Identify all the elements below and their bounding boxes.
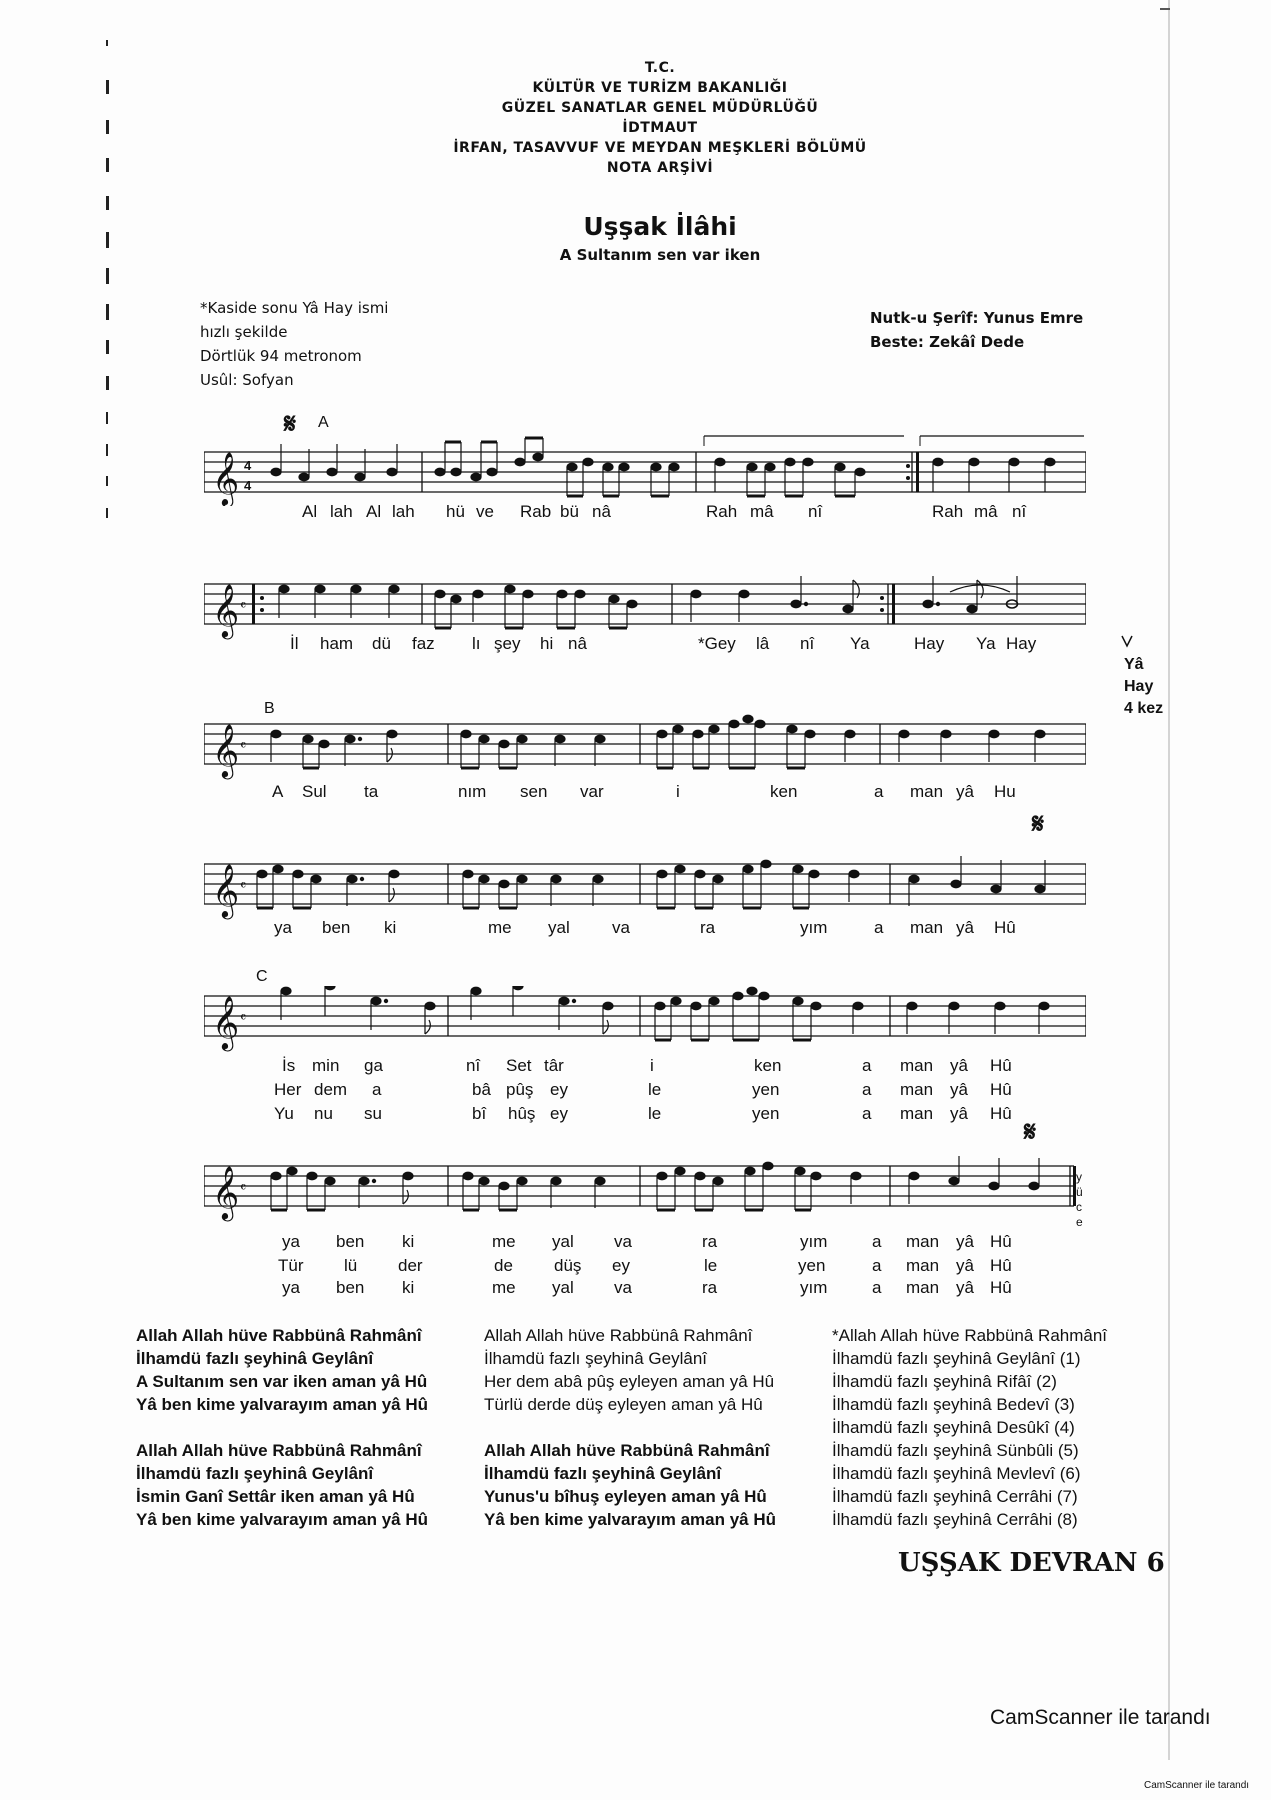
note-line: Dörtlük 94 metronom (200, 347, 362, 365)
syllable: me (492, 1232, 516, 1251)
syllable: man (900, 1056, 934, 1075)
syllable: i (676, 782, 680, 801)
svg-text:𝄞: 𝄞 (212, 452, 240, 504)
staff-system-1 (204, 430, 1086, 506)
section-label-a: A (318, 414, 329, 431)
syllable: Yu (274, 1104, 294, 1123)
verse-line (136, 1416, 428, 1439)
syllable: a (862, 1104, 872, 1123)
verse-line: İlhamdü fazlı şeyhinâ Rifâî (2) (832, 1372, 1057, 1391)
syllable: man (900, 1080, 934, 1099)
syllable: Sul (302, 782, 327, 801)
syllable: Al (302, 502, 318, 521)
verse-line: İlhamdü fazlı şeyhinâ Bedevî (3) (832, 1395, 1075, 1414)
verse-line: Her dem abâ pûş eyleyen aman yâ Hû (484, 1372, 775, 1391)
syllable: nî (466, 1056, 481, 1075)
svg-text:𝄴: 𝄴 (240, 737, 247, 753)
verse-line: Yâ ben kime yalvarayım aman yâ Hû (136, 1510, 428, 1529)
svg-text:𝄞: 𝄞 (212, 996, 240, 1048)
repeat-note (1124, 654, 1163, 720)
syllable: man (906, 1232, 940, 1251)
syllable: ken (754, 1056, 782, 1075)
syllable: sen (520, 782, 548, 801)
verse-column-2 (484, 1324, 776, 1531)
svg-text:𝄞: 𝄞 (212, 584, 240, 636)
syllable: nu (314, 1104, 333, 1123)
syllable: nî (808, 502, 823, 521)
syllable: yâ (950, 1056, 968, 1075)
syllable: İl (290, 634, 299, 653)
syllable: man (910, 782, 944, 801)
syllable: man (906, 1278, 940, 1297)
syllable: ya (282, 1278, 300, 1297)
verse-line: İlhamdü fazlı şeyhinâ Mevlevî (6) (832, 1464, 1081, 1483)
verse-line: İlhamdü fazlı şeyhinâ Geylânî (1) (832, 1349, 1081, 1368)
header-line: T.C. (644, 60, 676, 76)
verse-line: İlhamdü fazlı şeyhinâ Desûkî (4) (832, 1418, 1075, 1437)
syllable: İs (282, 1056, 296, 1075)
header-line: NOTA ARŞİVİ (606, 160, 714, 176)
syllable: nâ (568, 634, 587, 653)
syllable: pûş (506, 1080, 534, 1099)
syllable: Hû (990, 1080, 1012, 1099)
verse-line: İlhamdü fazlı şeyhinâ Geylânî (136, 1349, 374, 1368)
repeat-note-line: Hay (1124, 678, 1154, 695)
syllable: a (872, 1278, 882, 1297)
syllable: lâ (756, 634, 770, 653)
section-label-b: B (264, 700, 275, 717)
syllable: Hû (990, 1256, 1012, 1275)
note-line: hızlı şekilde (200, 323, 288, 341)
syllable: yım (800, 918, 828, 937)
header-line: İDTMAUT (622, 120, 698, 136)
verse-line: İlhamdü fazlı şeyhinâ Cerrâhi (8) (832, 1510, 1078, 1529)
syllable: yal (552, 1232, 574, 1251)
verse-column-3 (832, 1324, 1107, 1531)
syllable: Rah (706, 502, 738, 521)
syllable: ken (770, 782, 798, 801)
syllable: Hay (1006, 634, 1037, 653)
syllable: Her (274, 1080, 302, 1099)
yuce-letter: ü (1076, 1185, 1083, 1199)
syllable: a (872, 1232, 882, 1251)
syllable: Hû (994, 918, 1016, 937)
syllable: mâ (750, 502, 774, 521)
syllable: me (488, 918, 512, 937)
staff-system-6 (204, 1156, 1086, 1232)
verse-line: İlhamdü fazlı şeyhinâ Geylânî (136, 1464, 374, 1483)
page-edge (1168, 0, 1170, 1760)
composer: Beste: Zekâî Dede (870, 333, 1025, 351)
credits (870, 306, 1083, 354)
header-line: GÜZEL SANATLAR GENEL MÜDÜRLÜĞÜ (501, 100, 819, 116)
yuce-letter: e (1076, 1215, 1083, 1229)
svg-text:4: 4 (244, 458, 252, 473)
footer-title: UŞŞAK DEVRAN 6 (898, 1548, 1165, 1578)
syllable: nî (800, 634, 815, 653)
syllable: ve (476, 502, 494, 521)
syllable: yâ (950, 1080, 968, 1099)
binding-holes (100, 40, 114, 580)
syllable: le (704, 1256, 718, 1275)
syllable: lı (472, 634, 481, 653)
syllable: târ (544, 1056, 564, 1075)
syllable: dü (372, 634, 391, 653)
verse-line: Yâ ben kime yalvarayım aman yâ Hû (136, 1395, 428, 1414)
syllable: Hay (914, 634, 945, 653)
svg-text:𝄴: 𝄴 (240, 1179, 247, 1195)
syllable: Ya (976, 634, 996, 653)
syllable: Rab (520, 502, 552, 521)
verse-column-1 (136, 1324, 428, 1531)
syllable: le (648, 1080, 662, 1099)
yuce-letter: c (1076, 1200, 1082, 1214)
syllable: hü (446, 502, 465, 521)
verse-line: Yunus'u bîhuş eyleyen aman yâ Hû (484, 1487, 767, 1506)
syllable: va (614, 1278, 632, 1297)
svg-text:𝄞: 𝄞 (212, 724, 240, 776)
syllable: yen (798, 1256, 826, 1275)
arrow-down-icon (1120, 634, 1134, 648)
syllable: min (312, 1056, 340, 1075)
syllable: yal (548, 918, 570, 937)
syllable: ya (274, 918, 292, 937)
syllable: nım (458, 782, 487, 801)
scanner-watermark: CamScanner ile tarandı (990, 1706, 1211, 1729)
syllable: Hû (990, 1278, 1012, 1297)
syllable: var (580, 782, 604, 801)
syllable: bî (472, 1104, 487, 1123)
verse-line: *Allah Allah hüve Rabbünâ Rahmânî (832, 1326, 1108, 1345)
verse-line: Yâ ben kime yalvarayım aman yâ Hû (484, 1510, 776, 1529)
segno-icon: 𝄋 (1024, 1116, 1037, 1147)
syllable: su (364, 1104, 382, 1123)
verse-line: Allah Allah hüve Rabbünâ Rahmânî (136, 1326, 422, 1345)
verse-line: Türlü derde düş eyleyen aman yâ Hû (484, 1395, 763, 1414)
syllable: der (398, 1256, 423, 1275)
syllable: lah (392, 502, 415, 521)
syllable: A (272, 782, 284, 801)
syllable: ey (550, 1080, 568, 1099)
verse-line: Allah Allah hüve Rabbünâ Rahmânî (484, 1441, 770, 1460)
syllable: ya (282, 1232, 300, 1251)
syllable: Al (366, 502, 382, 521)
syllable: yen (752, 1080, 780, 1099)
syllable: yen (752, 1104, 780, 1123)
syllable: Hû (990, 1104, 1012, 1123)
verse-line: İlhamdü fazlı şeyhinâ Cerrâhi (7) (832, 1487, 1078, 1506)
svg-text:𝄴: 𝄴 (240, 1009, 247, 1025)
syllable: dem (314, 1080, 348, 1099)
syllable: yâ (956, 1278, 974, 1297)
svg-text:𝄴: 𝄴 (240, 877, 247, 893)
syllable: Rah (932, 502, 964, 521)
syllable: hûş (508, 1104, 536, 1123)
syllable: a (862, 1056, 872, 1075)
syllable: ki (402, 1232, 415, 1251)
syllable: le (648, 1104, 662, 1123)
segno-icon: 𝄋 (284, 408, 297, 439)
scanner-watermark-small: CamScanner ile tarandı (1144, 1780, 1250, 1791)
yuce-letter: y (1076, 1170, 1082, 1184)
syllable: i (650, 1056, 654, 1075)
syllable: hi (540, 634, 554, 653)
note-line: *Kaside sonu Yâ Hay ismi (200, 299, 389, 317)
segno-icon: 𝄋 (1032, 808, 1045, 839)
syllable: yâ (956, 918, 974, 937)
syllable: nâ (592, 502, 611, 521)
section-label-c: C (256, 968, 268, 985)
svg-text:𝄞: 𝄞 (212, 864, 240, 916)
syllable: ben (322, 918, 351, 937)
syllable: yım (800, 1278, 828, 1297)
staff-system-3 (204, 714, 1086, 790)
syllable: ra (700, 918, 716, 937)
staff-system-4 (204, 852, 1086, 928)
syllable: Hu (994, 782, 1016, 801)
svg-text:𝄞: 𝄞 (212, 1166, 240, 1218)
repeat-note-line: 4 kez (1124, 700, 1164, 717)
verse-line: İlhamdü fazlı şeyhinâ Sünbûli (5) (832, 1441, 1079, 1460)
syllable: Tür (278, 1256, 304, 1275)
syllable: yâ (950, 1104, 968, 1123)
syllable: yâ (956, 1256, 974, 1275)
syllable: faz (412, 634, 435, 653)
syllable: a (372, 1080, 382, 1099)
syllable: Set (506, 1056, 532, 1075)
syllable: şey (494, 634, 521, 653)
syllable: ga (364, 1056, 383, 1075)
syllable: ra (702, 1278, 718, 1297)
syllable: lah (330, 502, 353, 521)
syllable: va (612, 918, 630, 937)
verse-line (484, 1416, 776, 1439)
verse-line: A Sultanım sen var iken aman yâ Hû (136, 1372, 428, 1391)
syllable: man (900, 1104, 934, 1123)
syllable: düş (554, 1256, 582, 1275)
syllable: man (906, 1256, 940, 1275)
syllable: a (862, 1080, 872, 1099)
header-line: KÜLTÜR VE TURİZM BAKANLIĞI (532, 80, 788, 96)
syllable: ben (336, 1232, 365, 1251)
verse-line: İlhamdü fazlı şeyhinâ Geylânî (484, 1464, 722, 1483)
syllable: bâ (472, 1080, 491, 1099)
svg-text:𝄴: 𝄴 (240, 597, 247, 613)
archive-header (420, 58, 900, 178)
piece-title: Uşşak İlâhi (583, 212, 737, 241)
syllable: Hû (990, 1056, 1012, 1075)
syllable: de (494, 1256, 513, 1275)
syllable: bü (560, 502, 579, 521)
syllable: a (874, 782, 884, 801)
syllable: Ya (850, 634, 870, 653)
syllable: mâ (974, 502, 998, 521)
syllable: ki (402, 1278, 415, 1297)
syllable: lü (344, 1256, 358, 1275)
lyricist: Nutk-u Şerîf: Yunus Emre (870, 309, 1084, 327)
syllable: *Gey (698, 634, 736, 653)
syllable: yım (800, 1232, 828, 1251)
syllable: me (492, 1278, 516, 1297)
syllable: ey (550, 1104, 568, 1123)
repeat-note-line: Yâ (1124, 656, 1144, 673)
syllable: ham (320, 634, 354, 653)
verse-line: İlhamdü fazlı şeyhinâ Geylânî (484, 1349, 708, 1368)
edge-mark (1160, 8, 1170, 10)
verse-line: İsmin Ganî Settâr iken aman yâ Hû (136, 1487, 415, 1506)
syllable: Hû (990, 1232, 1012, 1251)
piece-subtitle: A Sultanım sen var iken (559, 246, 761, 264)
syllable: va (614, 1232, 632, 1251)
note-line: Usûl: Sofyan (200, 371, 294, 389)
syllable: a (874, 918, 884, 937)
syllable: nî (1012, 502, 1027, 521)
yuce-note (1076, 1170, 1083, 1230)
syllable: man (910, 918, 944, 937)
syllable: ki (384, 918, 397, 937)
syllable: ey (612, 1256, 630, 1275)
verse-line: Allah Allah hüve Rabbünâ Rahmânî (136, 1441, 422, 1460)
syllable: yal (552, 1278, 574, 1297)
syllable: yâ (956, 782, 974, 801)
syllable: ta (364, 782, 379, 801)
syllable: ben (336, 1278, 365, 1297)
svg-text:4: 4 (244, 478, 252, 493)
verse-line: Allah Allah hüve Rabbünâ Rahmânî (484, 1326, 753, 1345)
syllable: yâ (956, 1232, 974, 1251)
syllable: a (872, 1256, 882, 1275)
syllable: ra (702, 1232, 718, 1251)
performance-notes (200, 296, 388, 392)
staff-system-5 (204, 986, 1086, 1062)
header-line: İRFAN, TASAVVUF VE MEYDAN MEŞKLERİ BÖLÜMÜ (453, 140, 867, 156)
